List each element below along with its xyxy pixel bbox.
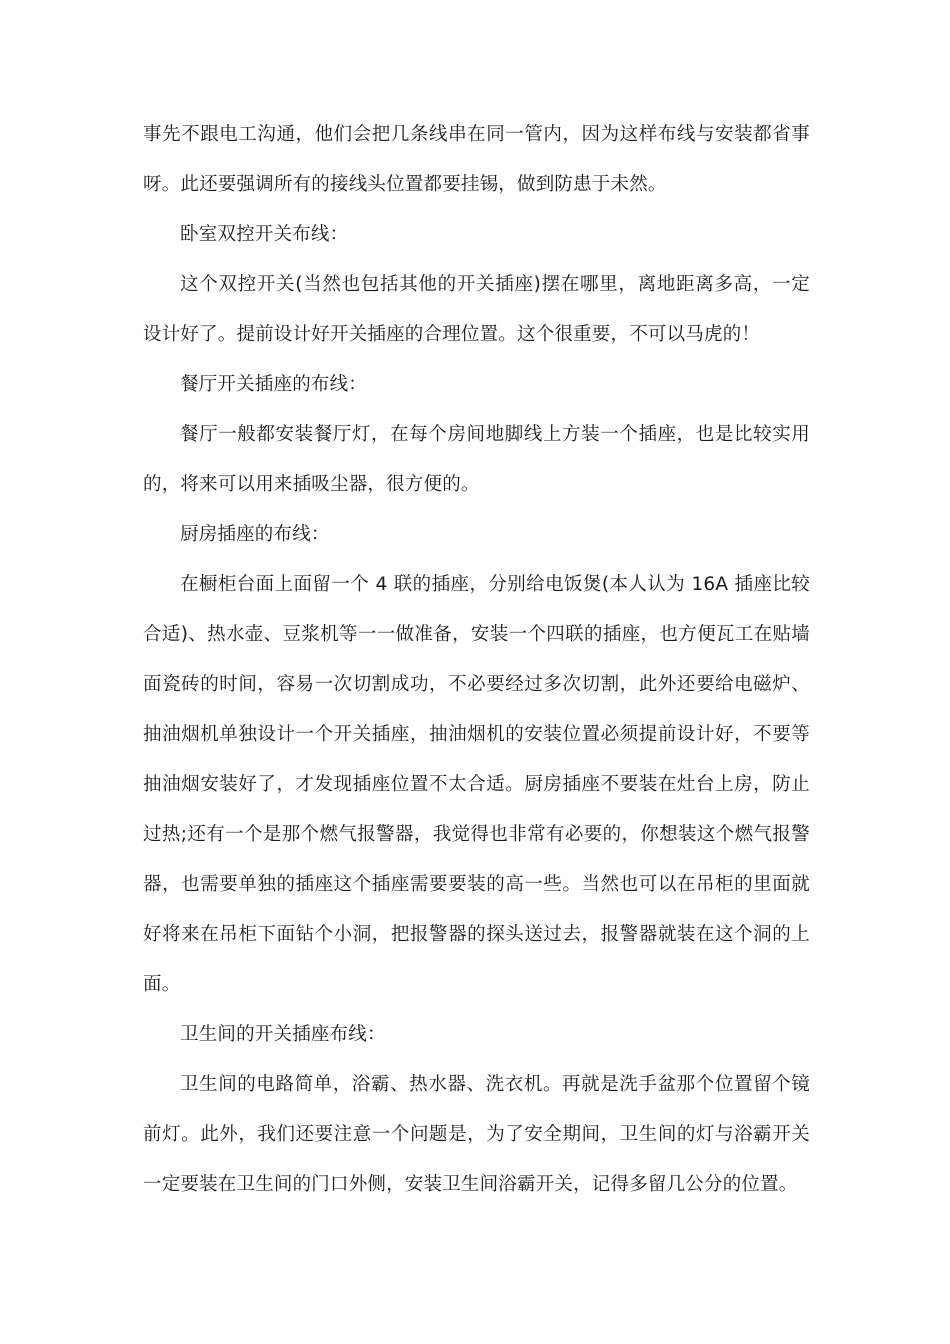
paragraph-kitchen: 在橱柜台面上面留一个 4 联的插座，分别给电饭煲(本人认为 16A 插座比较合适)、热水壶、豆浆机等一一做准备，安装一个四联的插座，也方便瓦工在贴墙面瓷砖的时间，容易一次切割成功，不必要经过多次切割，此外还要给电磁炉、抽油烟机单独设计一个开关插座，抽油烟机的安装位置必须提前设计好，不要等抽油烟安装好了，才发现插座位置不太合适。厨房插座不要装在灶台上房，防止过热;还有一个是那个燃气报警器，我觉得也非常有必要的，你想装这个燃气报警器，也需要单独的插座这个插座需要要装的高一些。当然也可以在吊柜的里面就好将来在吊柜下面钻个小洞，把报警器的探头送过去，报警器就装在这个洞的上面。 [143,574,810,995]
section-heading-dining: 餐厅开关插座的布线： [180,374,368,395]
paragraph-bathroom: 卫生间的电路简单，浴霸、热水器、洗衣机。再就是洗手盆那个位置留个镜前灯。此外，我们还要注意一个问题是，为了安全期间，卫生间的灯与浴霸开关一定要装在卫生间的门口外侧，安装卫生间浴霸开关，记得多留几公分的位置。 [143,1074,810,1195]
paragraph-bedroom: 这个双控开关(当然也包括其他的开关插座)摆在哪里，离地距离多高，一定设计好了。提前设计好开关插座的合理位置。这个很重要，不可以马虎的！ [143,274,810,345]
document-body [143,110,810,1210]
section-heading-kitchen: 厨房插座的布线： [180,524,330,545]
section-heading-bathroom: 卫生间的开关插座布线： [180,1024,386,1045]
paragraph-continuation: 事先不跟电工沟通，他们会把几条线串在同一管内，因为这样布线与安装都省事呀。此还要强调所有的接线头位置都要挂锡，做到防患于未然。 [143,124,810,195]
paragraph-dining: 餐厅一般都安装餐厅灯，在每个房间地脚线上方装一个插座，也是比较实用的，将来可以用来插吸尘器，很方便的。 [143,424,810,495]
section-heading-bedroom: 卧室双控开关布线： [180,224,349,245]
